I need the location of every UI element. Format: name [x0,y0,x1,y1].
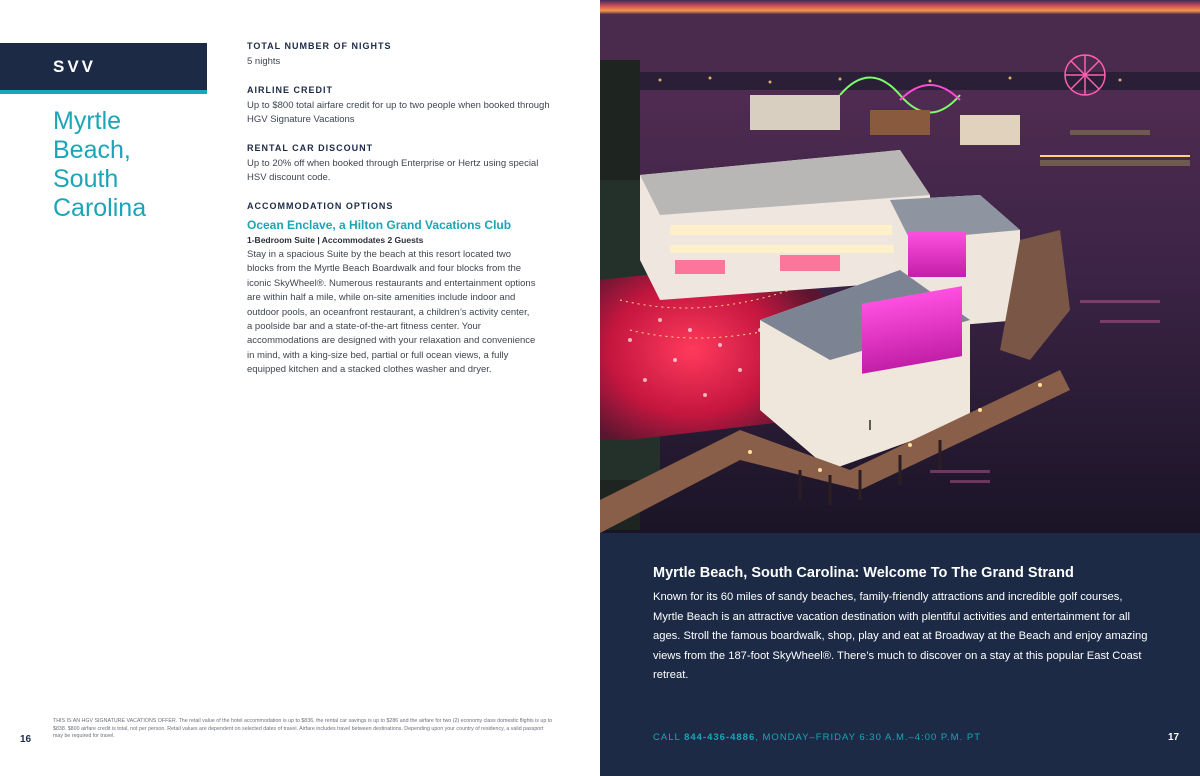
resort-description: Stay in a spacious Suite by the beach at this resort located two blocks from the Myrtle Beach Boardwalk and four blocks from the iconic SkyWheel®. Numerous restaurants and entertainment options are within half a mile, while on-site amenities include indoor and outdoor pools, an oceanfront restaurant, a children’s activity center, a poolside bar and a state-of-the-art fitness center. Your accommodations are designed with your relaxation and convenience in mind, with a king-size bed, partial or full ocean views, a fully equipped kitchen and a stacked clothes washer and dryer. [247,249,536,376]
detail-heading: RENTAL CAR DISCOUNT [247,143,374,153]
detail-text: Up to 20% off when booked through Enterprise or Hertz using special HSV discount code. [247,158,539,183]
article-body: Known for its 60 miles of sandy beaches, family-friendly attractions and incredible golf courses, Myrtle Beach is an attractive vacation destination with plentiful activities and entertainment for all ages. Stroll the famous boardwalk, shop, play and eat at Broadway at the Beach and enjoy amazing views from the 187-foot SkyWheel®. There’s much to discover on a stay at this popular East Coast retreat. [653,591,1148,681]
detail-rental-car [247,143,557,185]
disclaimer: THIS IS AN HGV SIGNATURE VACATIONS OFFER. The retail value of the hotel accommodation is up to $836, the rental car savings is up to $286 and the airfare for two (2) economy class domestic flights is up to $838. $800 airfare credit is total, not per person. Retail values are dependent on selected dates of travel. Airfare includes travel between destinations. Depending upon your country of residency, a valid passport may be required for travel. [53,718,553,739]
detail-text: 5 nights [247,56,281,67]
brand-underline [0,90,207,94]
boardwalk-night-photo [600,0,1200,533]
resort-room-type: 1-Bedroom Suite | Accommodates 2 Guests [247,235,424,245]
resort-name: Ocean Enclave, a Hilton Grand Vacations Club [247,218,512,232]
detail-heading: TOTAL NUMBER OF NIGHTS [247,41,392,51]
brand-logo: SVV [53,57,97,76]
phone-number[interactable]: 844-436-4886 [684,732,756,743]
call-prefix: CALL [653,732,685,743]
destination-title: Myrtle Beach, South Carolina [53,107,147,222]
call-hours: , MONDAY–FRIDAY 6:30 A.M.–4:00 P.M. PT [755,732,982,743]
photo-illustration [600,0,1200,533]
offer-details [247,41,557,394]
page-number-left: 16 [20,734,32,745]
ferris-wheel [1065,55,1105,95]
right-page [600,0,1200,776]
article-title: Myrtle Beach, South Carolina: Welcome To The Grand Strand [653,565,1074,581]
detail-airline-credit [247,85,557,127]
detail-text: Up to $800 total airfare credit for up to two people when booked through HGV Signature Vacations [247,100,550,125]
page-number-right: 17 [1168,732,1180,743]
brand-bar [0,43,207,90]
detail-nights [247,41,557,69]
accommodation-options [247,201,557,378]
call-line [653,732,981,743]
accommodation-heading: ACCOMMODATION OPTIONS [247,201,394,211]
detail-heading: AIRLINE CREDIT [247,85,333,95]
